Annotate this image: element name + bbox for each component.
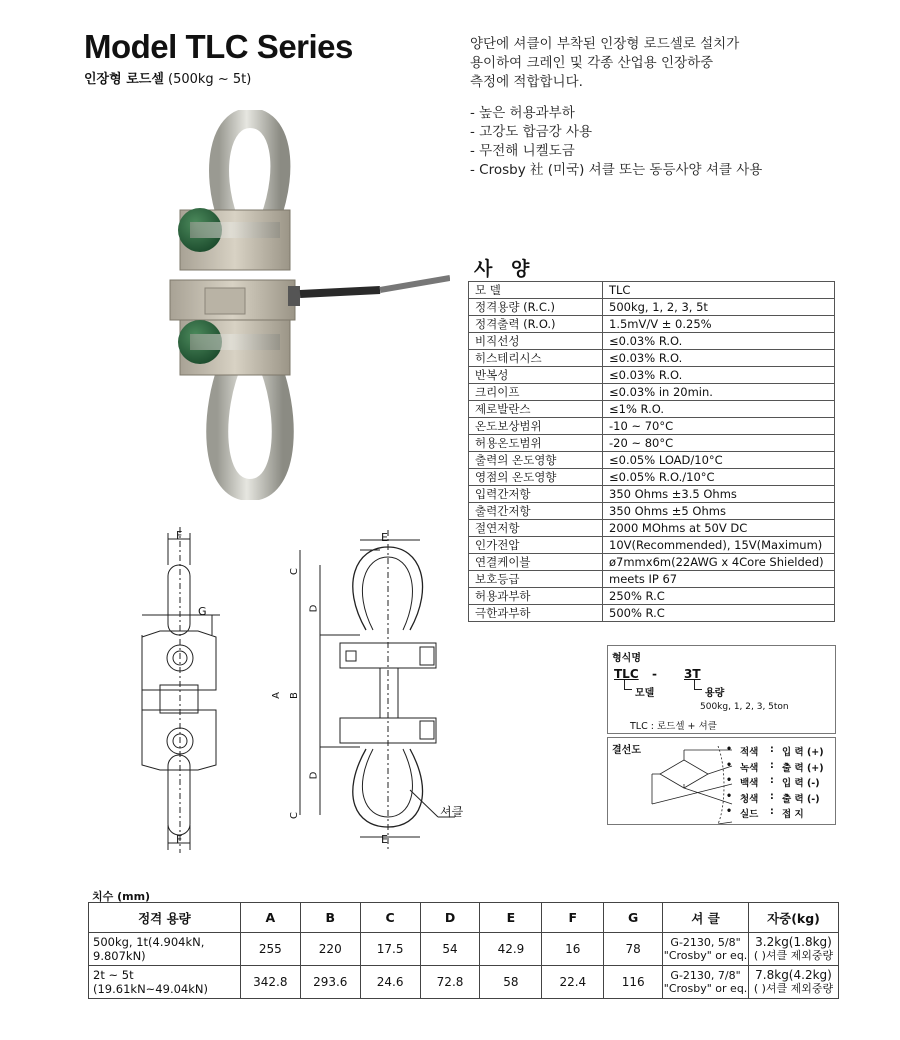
product-photo (150, 110, 450, 500)
dimensions-header-row (89, 903, 839, 933)
spec-label: 정격용량 (R.C.) (469, 299, 603, 316)
wire-separator: : (770, 790, 774, 802)
dimensions-cell-d: 72.8 (420, 966, 480, 999)
wire-function: 입 력 (+) (782, 747, 824, 758)
intro-line: 양단에 셔클이 부착된 인장형 로드셀로 설치가 (470, 36, 740, 52)
wiring-item (726, 775, 824, 791)
spec-row (469, 333, 835, 350)
dim-label-f-top: F (176, 529, 183, 542)
spec-row (469, 605, 835, 622)
spec-value: ≤0.03% in 20min. (603, 384, 835, 401)
spec-table (468, 281, 835, 622)
dim-label-e-top: E (381, 531, 388, 544)
spec-value: ø7mmx6m(22AWG x 4Core Shielded) (603, 554, 835, 571)
model-designation-box (607, 645, 836, 734)
spec-row (469, 350, 835, 367)
dim-label-c-top: C (288, 568, 300, 575)
dim-label-g: G (198, 605, 207, 618)
spec-row (469, 418, 835, 435)
shackle-spec: G-2130, 5/8" (670, 936, 741, 949)
dimensions-table (88, 902, 839, 999)
spec-label: 절연저항 (469, 520, 603, 537)
spec-label: 보호등급 (469, 571, 603, 588)
shackle-maker: "Crosby" or eq. (663, 982, 748, 995)
dim-label-c-bottom: C (288, 812, 300, 819)
dim-label-e-bottom: E (381, 833, 388, 846)
wire-separator: : (770, 806, 774, 817)
page-subtitle (84, 68, 251, 87)
spec-label: 영점의 온도영향 (469, 469, 603, 486)
wire-function: 접 지 (782, 809, 804, 820)
spec-label: 허용온도범위 (469, 435, 603, 452)
dimensions-cell-weight (748, 933, 838, 966)
wire-function: 출 력 (-) (782, 793, 820, 805)
spec-row (469, 486, 835, 503)
weight-value: 7.8kg(4.2kg) (755, 968, 832, 982)
spec-label: 인가전압 (469, 537, 603, 554)
dimensions-cell-weight (748, 966, 838, 999)
model-note: TLC : 로드셀 + 셔클 (630, 721, 717, 732)
dimensions-row (89, 966, 839, 999)
dimensions-header-cell: B (300, 903, 360, 933)
spec-label: 허용과부하 (469, 588, 603, 605)
dimensions-cell-shackle (663, 933, 749, 966)
spec-row (469, 282, 835, 299)
terminal-dot-icon: • (726, 790, 733, 802)
dimensions-header-cell: 정격 용량 (89, 903, 241, 933)
wire-function: 입 력 (-) (782, 778, 820, 789)
wire-function: 출 력 (+) (782, 762, 824, 774)
weight-note: ( )셔클 제외중량 (753, 949, 834, 962)
dimensions-header-cell: D (420, 903, 480, 933)
dimensions-header-cell: E (480, 903, 542, 933)
spec-value: 500% R.C (603, 605, 835, 622)
model-code: TLC (614, 667, 639, 681)
feature-item: - 높은 허용과부하 (470, 105, 575, 121)
terminal-dot-icon: • (726, 744, 733, 755)
spec-row (469, 367, 835, 384)
spec-value: 10V(Recommended), 15V(Maximum) (603, 537, 835, 554)
spec-value: 350 Ohms ±5 Ohms (603, 503, 835, 520)
intro-text (470, 35, 739, 92)
spec-row (469, 316, 835, 333)
spec-label: 출력의 온도영향 (469, 452, 603, 469)
wire-color: 백색 (740, 778, 759, 789)
dimensions-cell-c: 17.5 (360, 933, 420, 966)
shackle-spec: G-2130, 7/8" (670, 969, 741, 982)
subtitle-range: (500kg ~ 5t) (168, 72, 252, 87)
spec-value: ≤1% R.O. (603, 401, 835, 418)
spec-value: 350 Ohms ±3.5 Ohms (603, 486, 835, 503)
dim-label-d-bottom: D (308, 771, 320, 780)
feature-item: - 무전해 니켈도금 (470, 143, 575, 159)
wire-color: 실드 (740, 809, 759, 820)
dimensions-header-cell: A (240, 903, 300, 933)
intro-line: 측정에 적합합니다. (470, 74, 583, 90)
subtitle-bold: 인장형 로드셀 (84, 72, 164, 87)
spec-value: TLC (603, 282, 835, 299)
weight-value: 3.2kg(1.8kg) (755, 935, 832, 949)
dimensions-cell-g: 116 (604, 966, 663, 999)
dimensions-cell-f: 16 (542, 933, 604, 966)
wiring-bridge-icon (646, 746, 736, 824)
spec-label: 온도보상범위 (469, 418, 603, 435)
wire-separator: : (770, 744, 774, 755)
dim-label-a: A (270, 692, 282, 699)
spec-label: 크리이프 (469, 384, 603, 401)
wire-color: 적색 (740, 747, 759, 758)
feature-item: - Crosby 社 (미국) 셔클 또는 동등사양 셔클 사용 (470, 162, 763, 178)
dimensions-header-cell: F (542, 903, 604, 933)
spec-row (469, 435, 835, 452)
wire-color: 녹색 (740, 762, 759, 774)
dimensions-header-cell: C (360, 903, 420, 933)
spec-value: 250% R.C (603, 588, 835, 605)
intro-line: 용이하여 크레인 및 각종 산업용 인장하중 (470, 55, 714, 71)
feature-item: - 고강도 합금강 사용 (470, 124, 593, 140)
dimensions-caption: 치수 (mm) (92, 890, 151, 903)
wire-color: 청색 (740, 793, 759, 805)
dimensions-cell-b: 220 (300, 933, 360, 966)
spec-label: 모 델 (469, 282, 603, 299)
spec-label: 입력간저항 (469, 486, 603, 503)
model-dash: - (652, 667, 657, 681)
dim-label-f-bottom: F (176, 833, 183, 846)
dimensions-cell-e: 58 (480, 966, 542, 999)
shackle-maker: "Crosby" or eq. (663, 949, 748, 962)
spec-row (469, 503, 835, 520)
spec-value: 500kg, 1, 2, 3, 5t (603, 299, 835, 316)
dimensions-row (89, 933, 839, 966)
dimensions-cell-a: 255 (240, 933, 300, 966)
spec-row (469, 452, 835, 469)
capacity-bracket (694, 680, 702, 690)
wiring-item (726, 760, 824, 776)
dimensions-cell-e: 42.9 (480, 933, 542, 966)
spec-label: 제로발란스 (469, 401, 603, 418)
wiring-title: 결선도 (612, 745, 641, 756)
terminal-dot-icon: • (726, 775, 733, 786)
spec-label: 출력간저항 (469, 503, 603, 520)
model-box-title: 형식명 (612, 653, 641, 664)
spec-heading: 사 양 (474, 258, 536, 280)
model-label: 모델 (635, 688, 655, 699)
wiring-item (726, 744, 824, 760)
spec-row (469, 554, 835, 571)
spec-value: ≤0.03% R.O. (603, 350, 835, 367)
wiring-item (726, 791, 824, 807)
shackle-callout: 셔클 (440, 805, 464, 819)
capacity-list: 500kg, 1, 2, 3, 5ton (700, 702, 789, 712)
spec-row (469, 384, 835, 401)
spec-value: 1.5mV/V ± 0.25% (603, 316, 835, 333)
terminal-dot-icon: • (726, 806, 733, 817)
dimensions-header-cell: 자중(kg) (748, 903, 838, 933)
dimensions-cell-cap: 500kg, 1t(4.904kN, 9.807kN) (89, 933, 241, 966)
dimensions-header-cell: 셔 클 (663, 903, 749, 933)
page-title: Model TLC Series (84, 28, 353, 65)
spec-value: -20 ~ 80°C (603, 435, 835, 452)
spec-row (469, 571, 835, 588)
side-view-drawing (120, 525, 240, 855)
terminal-dot-icon: • (726, 759, 733, 771)
spec-row (469, 537, 835, 554)
spec-label: 정격출력 (R.O.) (469, 316, 603, 333)
wire-separator: : (770, 775, 774, 786)
dimensions-cell-a: 342.8 (240, 966, 300, 999)
wiring-legend (726, 744, 824, 822)
dim-label-d-top: D (308, 604, 320, 613)
spec-value: meets IP 67 (603, 571, 835, 588)
wiring-diagram-box (607, 737, 836, 825)
spec-row (469, 469, 835, 486)
spec-value: -10 ~ 70°C (603, 418, 835, 435)
spec-row (469, 299, 835, 316)
dimensions-cell-f: 22.4 (542, 966, 604, 999)
dimensions-header-cell: G (604, 903, 663, 933)
front-view-drawing (270, 525, 500, 855)
spec-value: ≤0.03% R.O. (603, 367, 835, 384)
spec-row (469, 401, 835, 418)
weight-note: ( )셔클 제외중량 (753, 982, 834, 995)
spec-label: 연결케이블 (469, 554, 603, 571)
dimensions-cell-b: 293.6 (300, 966, 360, 999)
feature-list (470, 104, 762, 180)
spec-value: ≤0.05% LOAD/10°C (603, 452, 835, 469)
dimensions-cell-shackle (663, 966, 749, 999)
capacity-code: 3T (684, 667, 701, 681)
spec-row (469, 520, 835, 537)
spec-value: ≤0.03% R.O. (603, 333, 835, 350)
dimensions-cell-c: 24.6 (360, 966, 420, 999)
dimensions-cell-cap: 2t ~ 5t (19.61kN~49.04kN) (89, 966, 241, 999)
wire-separator: : (770, 759, 774, 771)
spec-label: 극한과부하 (469, 605, 603, 622)
spec-row (469, 588, 835, 605)
capacity-label: 용량 (705, 688, 725, 699)
spec-label: 히스테리시스 (469, 350, 603, 367)
wiring-item (726, 806, 824, 822)
dimensions-cell-g: 78 (604, 933, 663, 966)
dim-label-b: B (288, 692, 300, 699)
spec-value: 2000 MOhms at 50V DC (603, 520, 835, 537)
spec-value: ≤0.05% R.O./10°C (603, 469, 835, 486)
spec-label: 반복성 (469, 367, 603, 384)
spec-label: 비직선성 (469, 333, 603, 350)
model-bracket (624, 680, 632, 690)
dimensions-cell-d: 54 (420, 933, 480, 966)
